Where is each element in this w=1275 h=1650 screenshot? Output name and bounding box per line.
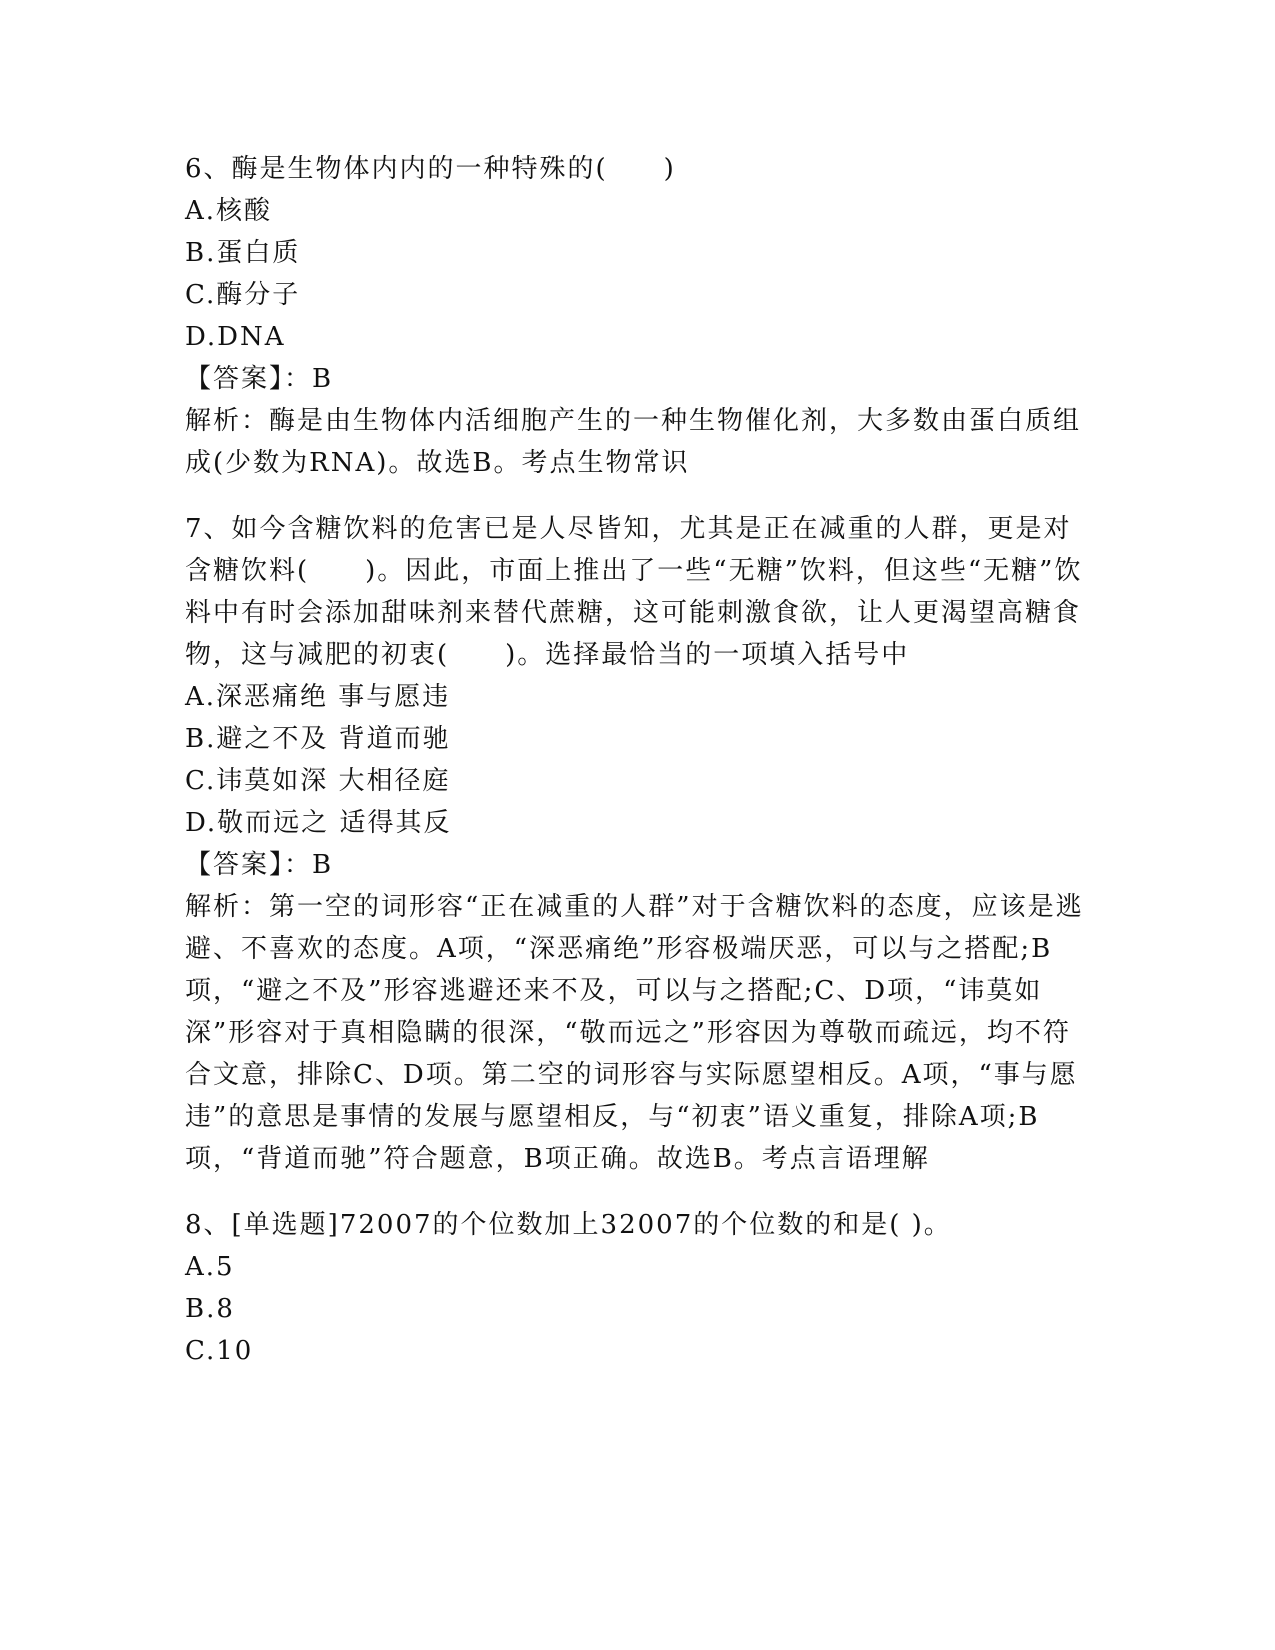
- option-b: B.8: [185, 1294, 235, 1324]
- analysis-text: 解析：酶是由生物体内活细胞产生的一种生物催化剂，大多数由蛋白质组成(少数为RNA)。故选B。考点生物常识: [185, 406, 1082, 478]
- option-b: B.避之不及 背道而驰: [185, 724, 451, 754]
- question-8: [185, 1204, 1090, 1372]
- option-d: D.DNA: [185, 322, 286, 352]
- question-6: [185, 148, 1090, 484]
- option-c: C.10: [185, 1336, 254, 1366]
- page-content: [185, 148, 1090, 1372]
- option-b: B.蛋白质: [185, 238, 301, 268]
- option-a: A.核酸: [185, 196, 273, 226]
- option-d: D.敬而远之 适得其反: [185, 808, 452, 838]
- question-7: [185, 508, 1090, 1180]
- analysis-text: 解析：第一空的词形容“正在减重的人群”对于含糖饮料的态度，应该是逃避、不喜欢的态度。A项，“深恶痛绝”形容极端厌恶，可以与之搭配;B项，“避之不及”形容逃避还来不及，可以与之搭配;C、D项，“讳莫如深”形容对于真相隐瞒的很深，“敬而远之”形容因为尊敬而疏远，均不符合文意，排除C、D项。第二空的词形容与实际愿望相反。A项，“事与愿违”的意思是事情的发展与愿望相反，与“初衷”语义重复，排除A项;B项，“背道而驰”符合题意，B项正确。故选B。考点言语理解: [185, 892, 1084, 1174]
- option-a: A.深恶痛绝 事与愿违: [185, 682, 451, 712]
- question-stem: 6、酶是生物体内内的一种特殊的( ): [185, 154, 676, 184]
- question-stem: 7、如今含糖饮料的危害已是人尽皆知，尤其是正在减重的人群，更是对含糖饮料( )。因此，市面上推出了一些“无糖”饮料，但这些“无糖”饮料中有时会添加甜味剂来替代蔗糖，这可能刺激食欲，让人更渴望高糖食物，这与减肥的初衷( )。选择最恰当的一项填入括号中: [185, 514, 1083, 670]
- option-a: A.5: [185, 1252, 235, 1282]
- question-stem: 8、[单选题]72007的个位数加上32007的个位数的和是( )。: [185, 1210, 952, 1240]
- answer-line: 【答案】：B: [185, 850, 334, 880]
- answer-line: 【答案】：B: [185, 364, 334, 394]
- option-c: C.讳莫如深 大相径庭: [185, 766, 451, 796]
- option-c: C.酶分子: [185, 280, 301, 310]
